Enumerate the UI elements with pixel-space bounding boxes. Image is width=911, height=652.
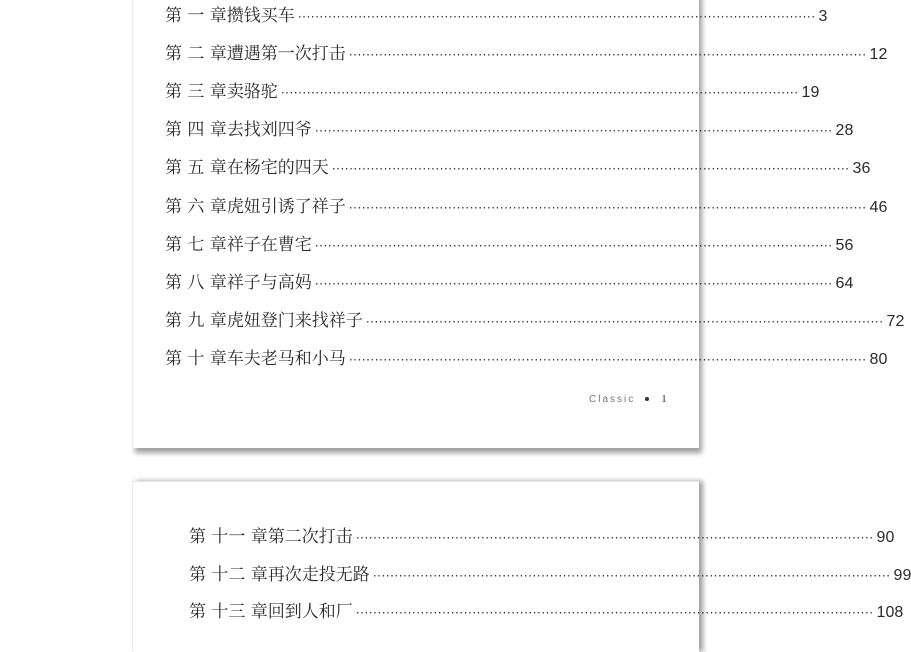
chapter-title: 回到人和厂 [267, 602, 353, 622]
page-number: 90 [876, 529, 895, 546]
page-number: 99 [893, 567, 911, 584]
page-number: 80 [869, 351, 888, 368]
page-number: 28 [835, 122, 854, 139]
chapter-label: 第 七 章 [165, 235, 227, 255]
dot-leader: ························································································································ [348, 201, 867, 215]
folio-word: Classic [589, 393, 636, 405]
toc-entry [165, 197, 888, 218]
page-number: 12 [869, 46, 888, 63]
chapter-title: 去找刘四爷 [226, 120, 312, 140]
dot-leader: ························································································································ [280, 86, 799, 100]
toc-page-2 [132, 481, 911, 652]
chapter-title: 再次走投无路 [267, 565, 370, 585]
toc-entry [189, 565, 911, 586]
dot-leader: ························································································································ [355, 606, 874, 620]
page-number: 19 [801, 84, 820, 101]
chapter-label: 第 二 章 [165, 44, 227, 64]
chapter-label: 第 五 章 [165, 158, 227, 178]
folio-page-number: 1 [661, 393, 667, 405]
page-number: 64 [835, 275, 854, 292]
dot-leader: ························································································································ [331, 162, 850, 176]
bullet-icon [645, 397, 649, 401]
chapter-title: 卖骆驼 [226, 82, 278, 102]
dot-leader: ························································································································ [314, 239, 833, 253]
page-number: 56 [835, 237, 854, 254]
chapter-title: 第二次打击 [267, 527, 353, 547]
chapter-label: 第 一 章 [165, 6, 227, 26]
chapter-label: 第 八 章 [165, 273, 227, 293]
chapter-title: 祥子在曹宅 [226, 235, 312, 255]
chapter-label: 第 十一 章 [189, 527, 268, 547]
chapter-title: 祥子与高妈 [226, 273, 312, 293]
chapter-title: 攒钱买车 [226, 6, 295, 26]
chapter-title: 车夫老马和小马 [226, 349, 346, 369]
chapter-title: 虎妞登门来找祥子 [226, 311, 363, 331]
chapter-title: 遭遇第一次打击 [226, 44, 346, 64]
dot-leader: ························································································································ [355, 531, 874, 545]
page-number: 72 [886, 313, 905, 330]
chapter-label: 第 四 章 [165, 120, 227, 140]
chapter-label: 第 十 章 [165, 349, 227, 369]
toc-entry [165, 349, 888, 370]
chapter-label: 第 六 章 [165, 197, 227, 217]
page-folio [589, 393, 667, 405]
chapter-label: 第 三 章 [165, 82, 227, 102]
chapter-title: 虎妞引诱了祥子 [226, 197, 346, 217]
dot-leader: ························································································································ [314, 277, 833, 291]
dot-leader: ························································································································ [348, 353, 867, 367]
dot-leader: ························································································································ [348, 48, 867, 62]
dot-leader: ························································································································ [365, 315, 884, 329]
chapter-title: 在杨宅的四天 [226, 158, 329, 178]
toc-entry [165, 120, 854, 141]
toc-entry [165, 311, 905, 332]
toc-entry [165, 44, 888, 65]
toc-entry [165, 158, 871, 179]
toc-entry [189, 527, 895, 548]
toc-page-1 [132, 0, 905, 448]
page-number: 36 [852, 160, 871, 177]
page-number: 108 [876, 604, 904, 621]
dot-leader: ························································································································ [314, 124, 833, 138]
dot-leader: ························································································································ [372, 569, 891, 583]
toc-entry [189, 602, 904, 623]
toc-entry [165, 6, 828, 27]
toc-entry [165, 82, 820, 103]
chapter-label: 第 十三 章 [189, 602, 268, 622]
toc-entry [165, 273, 854, 294]
dot-leader: ························································································································ [297, 10, 816, 24]
page-number: 3 [818, 8, 828, 25]
chapter-label: 第 九 章 [165, 311, 227, 331]
page-number: 46 [869, 199, 888, 216]
toc-entry [165, 235, 854, 256]
chapter-label: 第 十二 章 [189, 565, 268, 585]
